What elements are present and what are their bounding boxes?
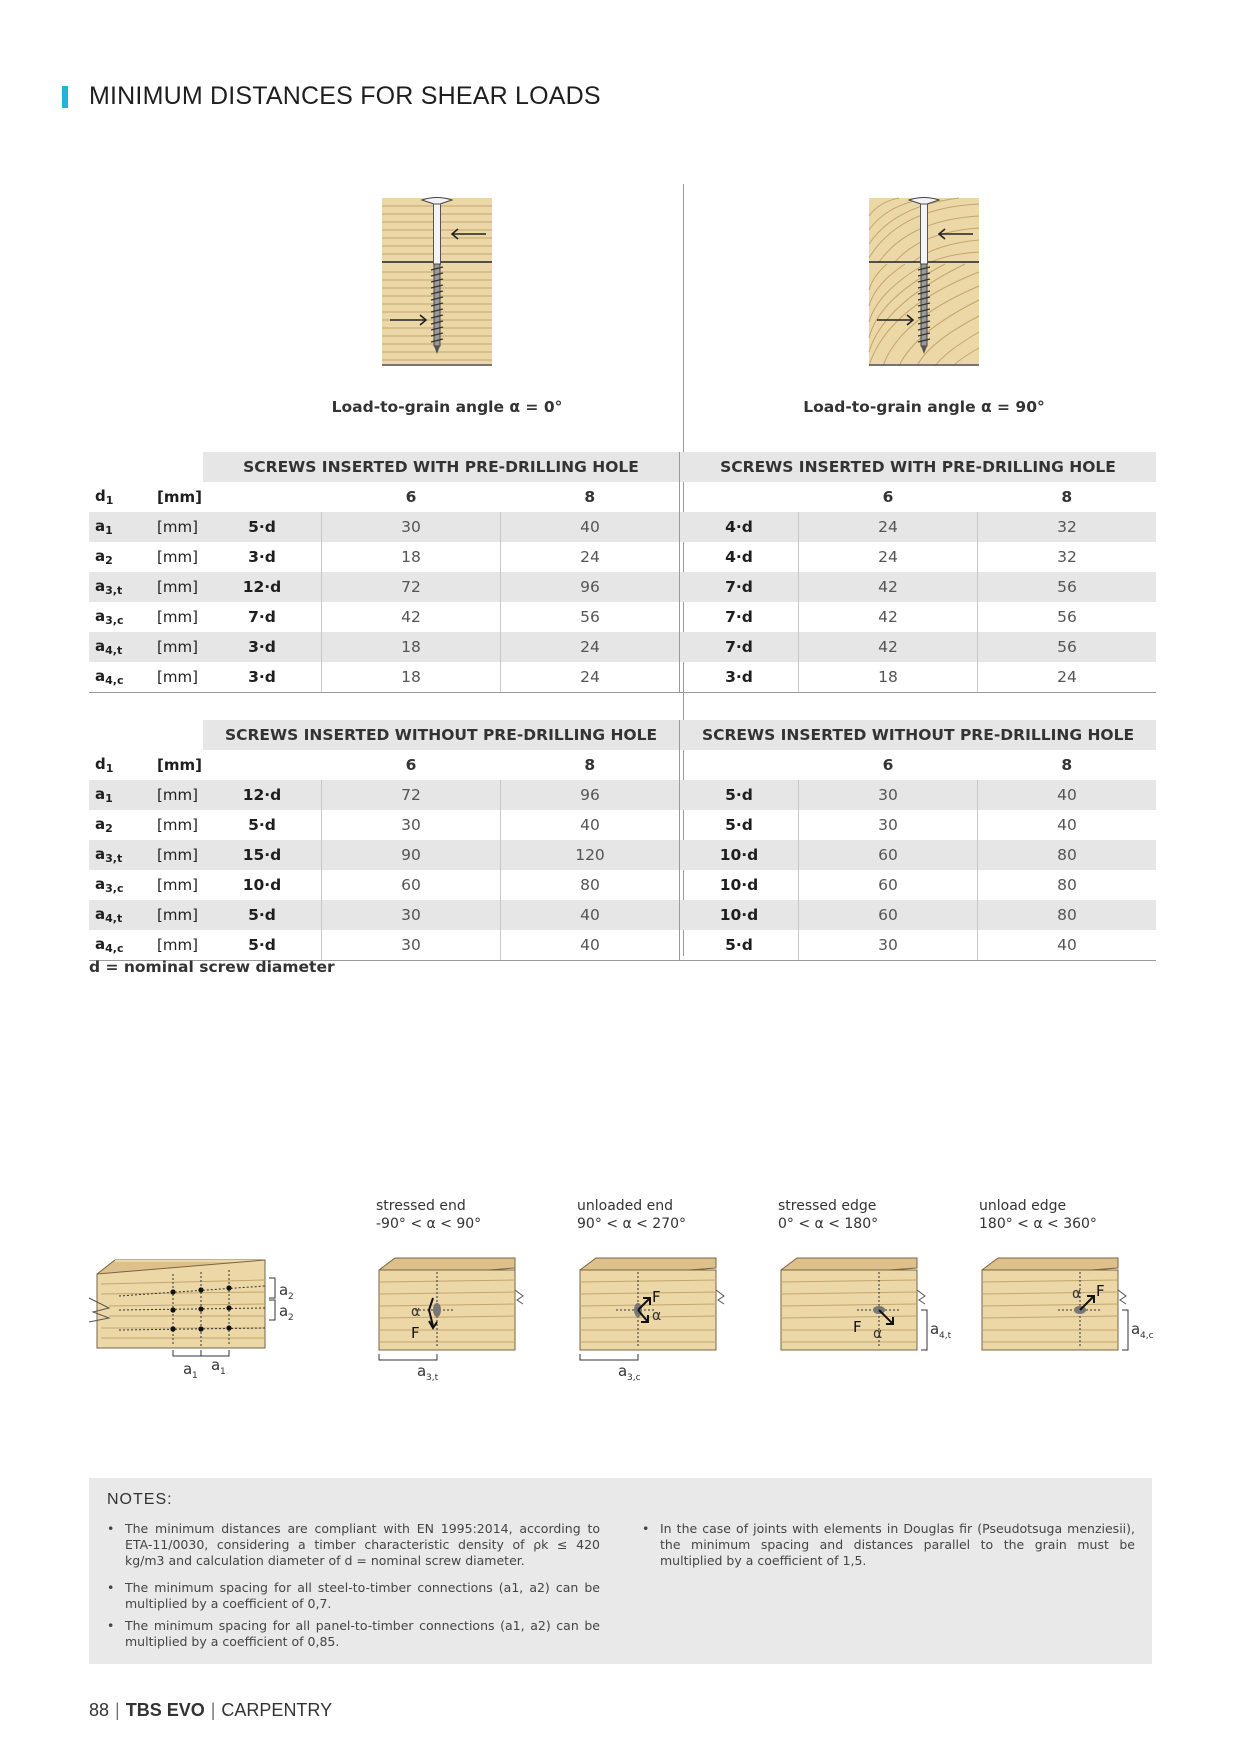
unloaded-end-diagram [576, 1250, 746, 1400]
title-accent-bar [62, 86, 68, 108]
force-label: F [411, 1324, 420, 1342]
situation-stressed-edge: stressed edge 0° < α < 180° [778, 1198, 879, 1232]
situation-stressed-end: stressed end -90° < α < 90° [376, 1198, 482, 1232]
spacing-diagram [89, 1250, 309, 1380]
angle-caption-0: Load-to-grain angle α = 0° [331, 398, 563, 416]
note-item: • The minimum distances are compliant with EN 1995:2014, according to ETA-11/0030, considering a timber characteristic density of ρk ≤ 420 kg/m3 and calculation diameter of d = nominal screw diameter. [107, 1521, 600, 1568]
diameter-header: 8 [584, 756, 596, 774]
table-row: $a_1$ [mm] 12·d 72 96 5·d 30 40 [89, 780, 1156, 810]
force-label: F [853, 1318, 862, 1336]
table-row: $a_1$ [mm] 5·d 30 40 4·d 24 32 [89, 512, 1156, 542]
table-row: $a_2$ [mm] 5·d 30 40 5·d 30 40 [89, 810, 1156, 840]
label-a3c-sub: 3,c [627, 1373, 641, 1383]
table-row: $a_{4,t}$ [mm] 3·d 18 24 7·d 42 56 [89, 632, 1156, 662]
diameter-header: 6 [882, 488, 894, 506]
band-label-left: SCREWS INSERTED WITH PRE-DRILLING HOLE [203, 452, 680, 482]
table-corner [89, 452, 203, 482]
note-item: • In the case of joints with elements in Douglas fir (Pseudotsuga menziesii), the minimum spacing and distances parallel to the grain must be multiplied by a coefficient of 1,5. [642, 1521, 1135, 1568]
note-item: • The minimum spacing for all steel-to-timber connections (a1, a2) can be multiplied by a coefficient of 0,7. [107, 1580, 600, 1611]
footnote: d = nominal screw diameter [89, 958, 335, 976]
alpha-label: α [411, 1304, 421, 1320]
note-item: • The minimum spacing for all panel-to-timber connections (a1, a2) can be multiplied by a coefficient of 0,85. [107, 1618, 600, 1649]
band-label-right: SCREWS INSERTED WITHOUT PRE-DRILLING HOLE [680, 720, 1157, 750]
unit-label: [mm] [157, 488, 202, 506]
label-a1-right: a [211, 1356, 221, 1374]
alpha-label: α [873, 1326, 883, 1342]
alpha-label: α [652, 1308, 662, 1324]
table-corner [89, 720, 203, 750]
label-a4t: a [930, 1320, 940, 1338]
diameter-header: 6 [882, 756, 894, 774]
alpha-label: α [1072, 1286, 1082, 1302]
band-label-right: SCREWS INSERTED WITH PRE-DRILLING HOLE [680, 452, 1157, 482]
notes-title: NOTES: [107, 1491, 173, 1508]
angle-caption-90: Load-to-grain angle α = 90° [803, 398, 1045, 416]
page-footer: 88 | TBS EVO | CARPENTRY [89, 1700, 333, 1720]
diameter-header: 8 [1061, 756, 1073, 774]
table-row: $a_2$ [mm] 3·d 18 24 4·d 24 32 [89, 542, 1156, 572]
label-a4c: a [1131, 1320, 1141, 1338]
label-a1-left-sub: 1 [192, 1371, 198, 1381]
situation-unload-edge: unload edge 180° < α < 360° [979, 1198, 1097, 1232]
table-with-predrilling [89, 452, 1156, 693]
label-a2-lower-sub: 2 [288, 1313, 294, 1323]
stressed-edge-diagram [777, 1250, 952, 1400]
label-a3t-sub: 3,t [426, 1373, 439, 1383]
band-label-left: SCREWS INSERTED WITHOUT PRE-DRILLING HOLE [203, 720, 680, 750]
table-row: $a_{4,c}$ [mm] 3·d 18 24 3·d 18 24 [89, 662, 1156, 693]
table-row: $a_{3,c}$ [mm] 10·d 60 80 10·d 60 80 [89, 870, 1156, 900]
table-without-predrilling [89, 720, 1156, 961]
table-row: $a_{4,c}$ [mm] 5·d 30 40 5·d 30 40 [89, 930, 1156, 961]
force-label: F [652, 1288, 661, 1306]
diameter-header: 6 [405, 756, 417, 774]
page-title: MINIMUM DISTANCES FOR SHEAR LOADS [89, 82, 601, 110]
table-row: $a_{3,c}$ [mm] 7·d 42 56 7·d 42 56 [89, 602, 1156, 632]
label-a1-right-sub: 1 [220, 1367, 226, 1377]
footer-product: TBS EVO [125, 1700, 205, 1720]
label-a3c: a [618, 1362, 628, 1380]
footer-section: CARPENTRY [221, 1700, 333, 1720]
row-label: $d_1$ [95, 487, 114, 507]
screw-wood-grain-0deg-image [382, 198, 492, 366]
label-a4t-sub: 4,t [939, 1331, 952, 1341]
label-a2-upper: a [279, 1281, 289, 1299]
diameter-header: 8 [584, 488, 596, 506]
unload-edge-diagram [978, 1250, 1154, 1400]
screw-wood-grain-90deg-image [869, 198, 979, 366]
table-row: $a_{3,t}$ [mm] 12·d 72 96 7·d 42 56 [89, 572, 1156, 602]
table-row: $a_{3,t}$ [mm] 15·d 90 120 10·d 60 80 [89, 840, 1156, 870]
diameter-header: 8 [1061, 488, 1073, 506]
stressed-end-diagram [375, 1250, 545, 1400]
page-number: 88 [89, 1700, 110, 1720]
row-label: $d_1$ [95, 755, 114, 775]
label-a3t: a [417, 1362, 427, 1380]
label-a2-lower: a [279, 1302, 289, 1320]
label-a1-left: a [183, 1360, 193, 1378]
label-a2-upper-sub: 2 [288, 1292, 294, 1302]
situation-unloaded-end: unloaded end 90° < α < 270° [577, 1198, 687, 1232]
force-label: F [1096, 1282, 1105, 1300]
label-a4c-sub: 4,c [1140, 1331, 1154, 1341]
table-row: $a_{4,t}$ [mm] 5·d 30 40 10·d 60 80 [89, 900, 1156, 930]
diameter-header: 6 [405, 488, 417, 506]
unit-label: [mm] [157, 756, 202, 774]
